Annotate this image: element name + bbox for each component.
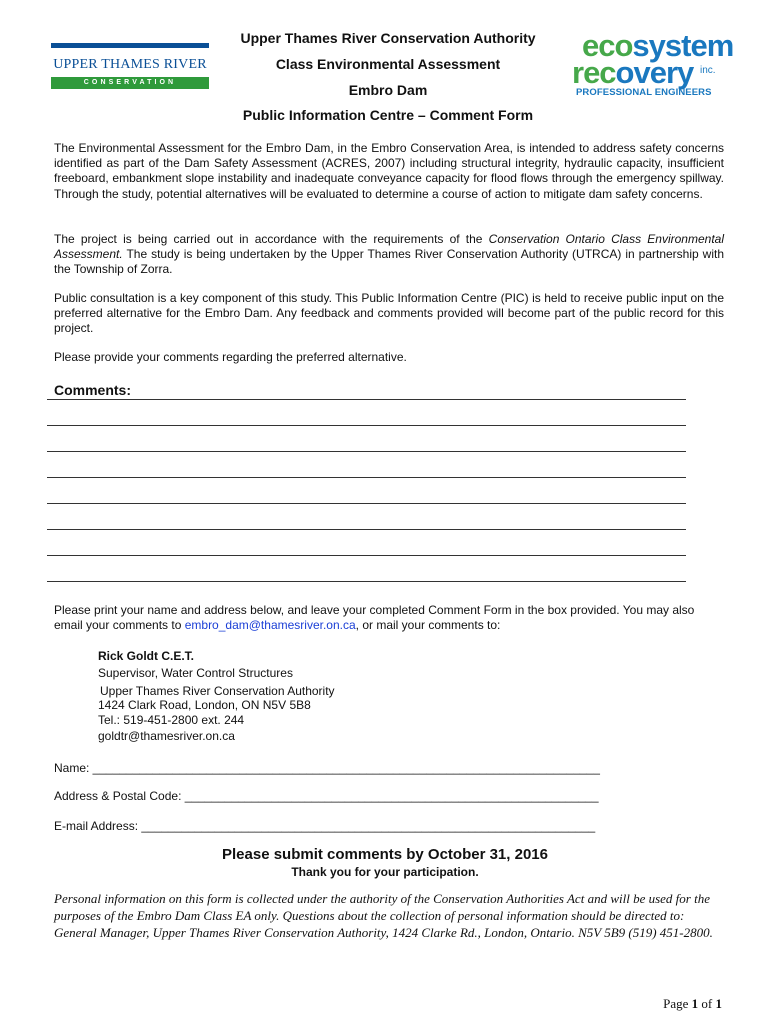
eco-logo-line2: recovery xyxy=(572,55,694,90)
contact-title: Supervisor, Water Control Structures xyxy=(98,666,293,680)
utrca-logo-name: UPPER THAMES RIVER xyxy=(53,57,207,72)
privacy-notice: Personal information on this form is collected under the authority of the Conservation Authorities Act and will be used for the purposes of the Embro Dam Class EA only. Questions about the collection of personal information should be directed to: General Manager, Upper Thames River Conservation Authority, 1424 Clarke Rd., London, Ontario. N5V 5B9 (519) 451-2800. xyxy=(54,891,713,941)
comments-heading: Comments: xyxy=(54,382,132,398)
intro-paragraph: The Environmental Assessment for the Embro Dam, in the Embro Conservation Area, is intended to address safety concerns identified as part of the Dam Safety Assessment (ACRES, 2007) including structural integrity, hydraulic capacity, insufficient freeboard, embankment slope instability and inadequate conveyance capacity for flood flows through the emergency spillway. Through the study, potential alternatives will be evaluated to determine a course of action to mitigate dam safety concerns. xyxy=(54,141,724,201)
comment-line[interactable] xyxy=(47,399,686,400)
contact-phone: Tel.: 519-451-2800 ext. 244 xyxy=(98,713,245,727)
comment-line[interactable] xyxy=(47,477,686,478)
header-org: Upper Thames River Conservation Authority xyxy=(240,30,536,46)
header-project: Embro Dam xyxy=(348,82,428,98)
utrca-logo xyxy=(51,43,209,98)
email-field[interactable]: E-mail Address: ____________________________________________________________________ xyxy=(54,819,596,833)
thank-you-note: Thank you for your participation. xyxy=(291,865,479,879)
utrca-logo-subtitle: CONSERVATION AUTHORITY xyxy=(51,77,209,89)
page-number: Page 1 of 1 xyxy=(663,996,722,1011)
logo-top-bar xyxy=(51,43,209,48)
contact-name: Rick Goldt C.E.T. xyxy=(98,649,195,663)
submit-deadline: Please submit comments by October 31, 2016 xyxy=(222,846,548,863)
request-paragraph: Please provide your comments regarding the preferred alternative. xyxy=(54,350,407,364)
name-field[interactable]: Name: ____________________________________________________________________________ xyxy=(54,761,600,775)
contact-email: goldtr@thamesriver.on.ca xyxy=(98,729,235,743)
page-title: Public Information Centre – Comment Form xyxy=(242,107,534,123)
eco-logo-line1: ecosystem xyxy=(582,28,734,63)
address-field[interactable]: Address & Postal Code: ______________________________________________________________ xyxy=(54,789,599,803)
comment-line[interactable] xyxy=(47,451,686,452)
class-ea-title: Conservation Ontario Class Environmental Assessment. xyxy=(54,232,724,262)
contact-org: Upper Thames River Conservation Authority xyxy=(100,684,335,698)
email-link[interactable]: embro_dam@thamesriver.on.ca xyxy=(184,618,356,632)
consultation-paragraph: Public consultation is a key component of this study. This Public Information Centre (PIC) is held to receive public input on the preferred alternative for the Embro Dam. Any feedback and comments provided will become part of the public record for this project. xyxy=(54,291,724,336)
eco-logo-tagline: PROFESSIONAL ENGINEERS xyxy=(576,87,712,98)
eco-logo-inc: inc. xyxy=(700,65,716,76)
ecosystem-recovery-logo xyxy=(566,30,738,102)
instructions-paragraph: Please print your name and address below, and leave your completed Comment Form in the box provided. You may also email your comments to embro_dam@thamesriver.on.ca, or mail your comments to: xyxy=(54,603,695,632)
project-paragraph: The project is being carried out in accordance with the requirements of the Conservation Ontario Class Environmental Assessment. The study is being undertaken by the Upper Thames River Conservation Authority (UTRCA) in partnership with the Township of Zorra. xyxy=(54,232,724,277)
contact-address: 1424 Clark Road, London, ON N5V 5B8 xyxy=(98,698,311,712)
comment-line[interactable] xyxy=(47,529,686,530)
comment-line[interactable] xyxy=(47,425,686,426)
comment-line[interactable] xyxy=(47,503,686,504)
comment-line[interactable] xyxy=(47,581,686,582)
comment-line[interactable] xyxy=(47,555,686,556)
header-assessment: Class Environmental Assessment xyxy=(275,56,501,72)
